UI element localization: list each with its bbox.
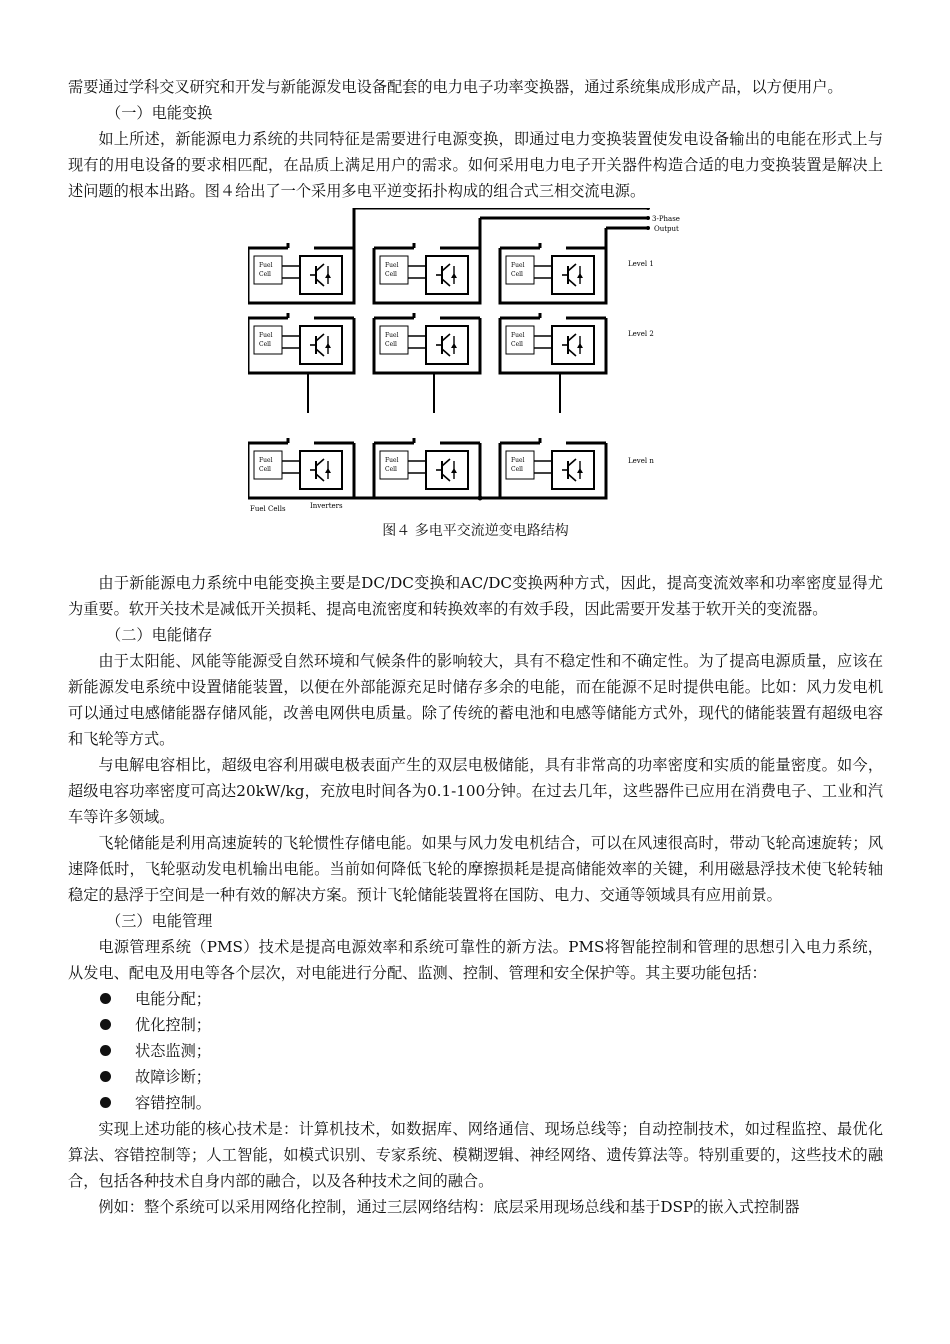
list-item: 状态监测； xyxy=(68,1038,883,1064)
fuel-cell-label: Cell xyxy=(259,341,271,348)
fuel-cell-label: Fuel xyxy=(259,332,273,339)
output-terminal xyxy=(646,216,650,220)
fuel-cell-label: Fuel xyxy=(511,457,525,464)
bullet-icon xyxy=(100,1019,111,1030)
output-terminal xyxy=(646,226,650,230)
inverter-box xyxy=(300,326,342,364)
paragraph-example: 例如：整个系统可以采用网络化控制，通过三层网络结构：底层采用现场总线和基于DSP的嵌入式控制器 xyxy=(98,1198,800,1216)
fuel-cell-box xyxy=(380,256,408,284)
bullet-icon xyxy=(100,993,111,1004)
fuel-cell-box xyxy=(380,326,408,354)
list-item: 优化控制； xyxy=(68,1012,883,1038)
inverter-box xyxy=(426,256,468,294)
bullet-icon xyxy=(100,1045,111,1056)
fuel-cell-label: Fuel xyxy=(511,332,525,339)
inverter-box xyxy=(552,451,594,489)
fuel-cell-label: Fuel xyxy=(385,262,399,269)
list-item: 电能分配； xyxy=(68,986,883,1012)
fuel-cell-box xyxy=(506,256,534,284)
list-item: 容错控制。 xyxy=(68,1090,883,1116)
level-label: Level 2 xyxy=(628,330,654,338)
bullet-icon xyxy=(100,1097,111,1108)
fuel-cell-label: Cell xyxy=(259,271,271,278)
inverter-box xyxy=(300,451,342,489)
fuel-cell-label: Cell xyxy=(511,466,523,473)
inverter-box xyxy=(552,256,594,294)
fuel-cell-box xyxy=(380,451,408,479)
paragraph-core-tech: 实现上述功能的核心技术是：计算机技术，如数据库、网络通信、现场总线等；自动控制技术，如过程监控、最优化算法、容错控制等；人工智能，如模式识别、专家系统、模糊逻辑、神经网络、遗传算法等。特别重要的，这些技术的融合，包括各种技术自身内部的融合，以及各种技术之间的融合。 xyxy=(68,1120,883,1190)
fuel-cell-box xyxy=(506,451,534,479)
figure-caption: 图４ 多电平交流逆变电路结构 xyxy=(382,523,569,539)
fuel-cell-label: Fuel xyxy=(259,262,273,269)
output-label: Output xyxy=(654,225,679,233)
fuel-cell-box xyxy=(506,326,534,354)
inverter-box xyxy=(300,256,342,294)
page-content xyxy=(68,74,883,1220)
paragraph-dcdc: 由于新能源电力系统中电能变换主要是DC/DC变换和AC/DC变换两种方式，因此，提高变流效率和功率密度显得尤为重要。软开关技术是减低开关损耗、提高电流密度和转换效率的有效手段，因此需要开发基于软开关的变流器。 xyxy=(68,574,883,618)
fuel-cell-label: Fuel xyxy=(385,332,399,339)
paragraph-pms: 电源管理系统（PMS）技术是提高电源效率和系统可靠性的新方法。PMS将智能控制和管理的思想引入电力系统，从发电、配电及用电等各个层次，对电能进行分配、监测、控制、管理和安全保护等。其主要功能包括： xyxy=(68,938,883,982)
figure-multilevel-inverter xyxy=(68,208,883,518)
fuel-cell-label: Fuel xyxy=(385,457,399,464)
fuel-cells-label: Fuel Cells xyxy=(250,505,286,513)
inverter-box xyxy=(426,451,468,489)
level-label: Level n xyxy=(628,457,654,465)
fuel-cell-label: Cell xyxy=(385,466,397,473)
paragraph-intro: 需要通过学科交叉研究和开发与新能源发电设备配套的电力电子功率变换器，通过系统集成形成产品，以方便用户。 xyxy=(68,78,843,96)
paragraph-supercap: 与电解电容相比，超级电容利用碳电极表面产生的双层电极储能，具有非常高的功率密度和实质的能量密度。如今，超级电容功率密度可高达20kW/kg，充放电时间各为0.1-100分钟。在过去几年，这些器件已应用在消费电子、工业和汽车等许多领域。 xyxy=(68,756,883,826)
fuel-cell-label: Cell xyxy=(259,466,271,473)
output-label: 3-Phase xyxy=(652,215,680,223)
inverter-box xyxy=(552,326,594,364)
fuel-cell-label: Cell xyxy=(385,271,397,278)
level-label: Level 1 xyxy=(628,260,654,268)
fuel-cell-label: Cell xyxy=(511,341,523,348)
paragraph-conversion: 如上所述，新能源电力系统的共同特征是需要进行电源变换，即通过电力变换装置使发电设备输出的电能在形式上与现有的用电设备的要求相匹配，在品质上满足用户的需求。如何采用电力电子开关器件构造合适的电力变换装置是解决上述问题的根本出路。图４给出了一个采用多电平逆变拓扑构成的组合式三相交流电源。 xyxy=(68,130,883,200)
fuel-cell-label: Cell xyxy=(385,341,397,348)
bullet-icon xyxy=(100,1071,111,1082)
section-heading-storage: （二）电能储存 xyxy=(106,626,213,644)
paragraph-flywheel: 飞轮储能是利用高速旋转的飞轮惯性存储电能。如果与风力发电机结合，可以在风速很高时，带动飞轮高速旋转；风速降低时，飞轮驱动发电机输出电能。当前如何降低飞轮的摩擦损耗是提高储能效率的关键，利用磁悬浮技术使飞轮转轴稳定的悬浮于空间是一种有效的解决方案。预计飞轮储能装置将在国防、电力、交通等领域具有应用前景。 xyxy=(68,834,883,904)
fuel-cell-box xyxy=(254,451,282,479)
inverter-box xyxy=(426,326,468,364)
list-item: 故障诊断； xyxy=(68,1064,883,1090)
fuel-cell-label: Fuel xyxy=(259,457,273,464)
output-terminal xyxy=(646,208,650,210)
fuel-cell-label: Cell xyxy=(511,271,523,278)
fuel-cell-box xyxy=(254,326,282,354)
paragraph-storage: 由于太阳能、风能等能源受自然环境和气候条件的影响较大，具有不稳定性和不确定性。为了提高电源质量，应该在新能源发电系统中设置储能装置，以便在外部能源充足时储存多余的电能，而在能源不足时提供电能。比如：风力发电机可以通过电感储能器存储风能，改善电网供电质量。除了传统的蓄电池和电感等储能方式外，现代的储能装置有超级电容和飞轮等方式。 xyxy=(68,652,883,748)
inverters-label: Inverters xyxy=(310,502,343,510)
function-list xyxy=(68,986,883,1116)
fuel-cell-box xyxy=(254,256,282,284)
fuel-cell-label: Fuel xyxy=(511,262,525,269)
section-heading-conversion: （一）电能变换 xyxy=(106,104,213,122)
neutral-node xyxy=(478,496,483,501)
circuit-diagram xyxy=(248,208,728,514)
section-heading-management: （三）电能管理 xyxy=(106,912,213,930)
